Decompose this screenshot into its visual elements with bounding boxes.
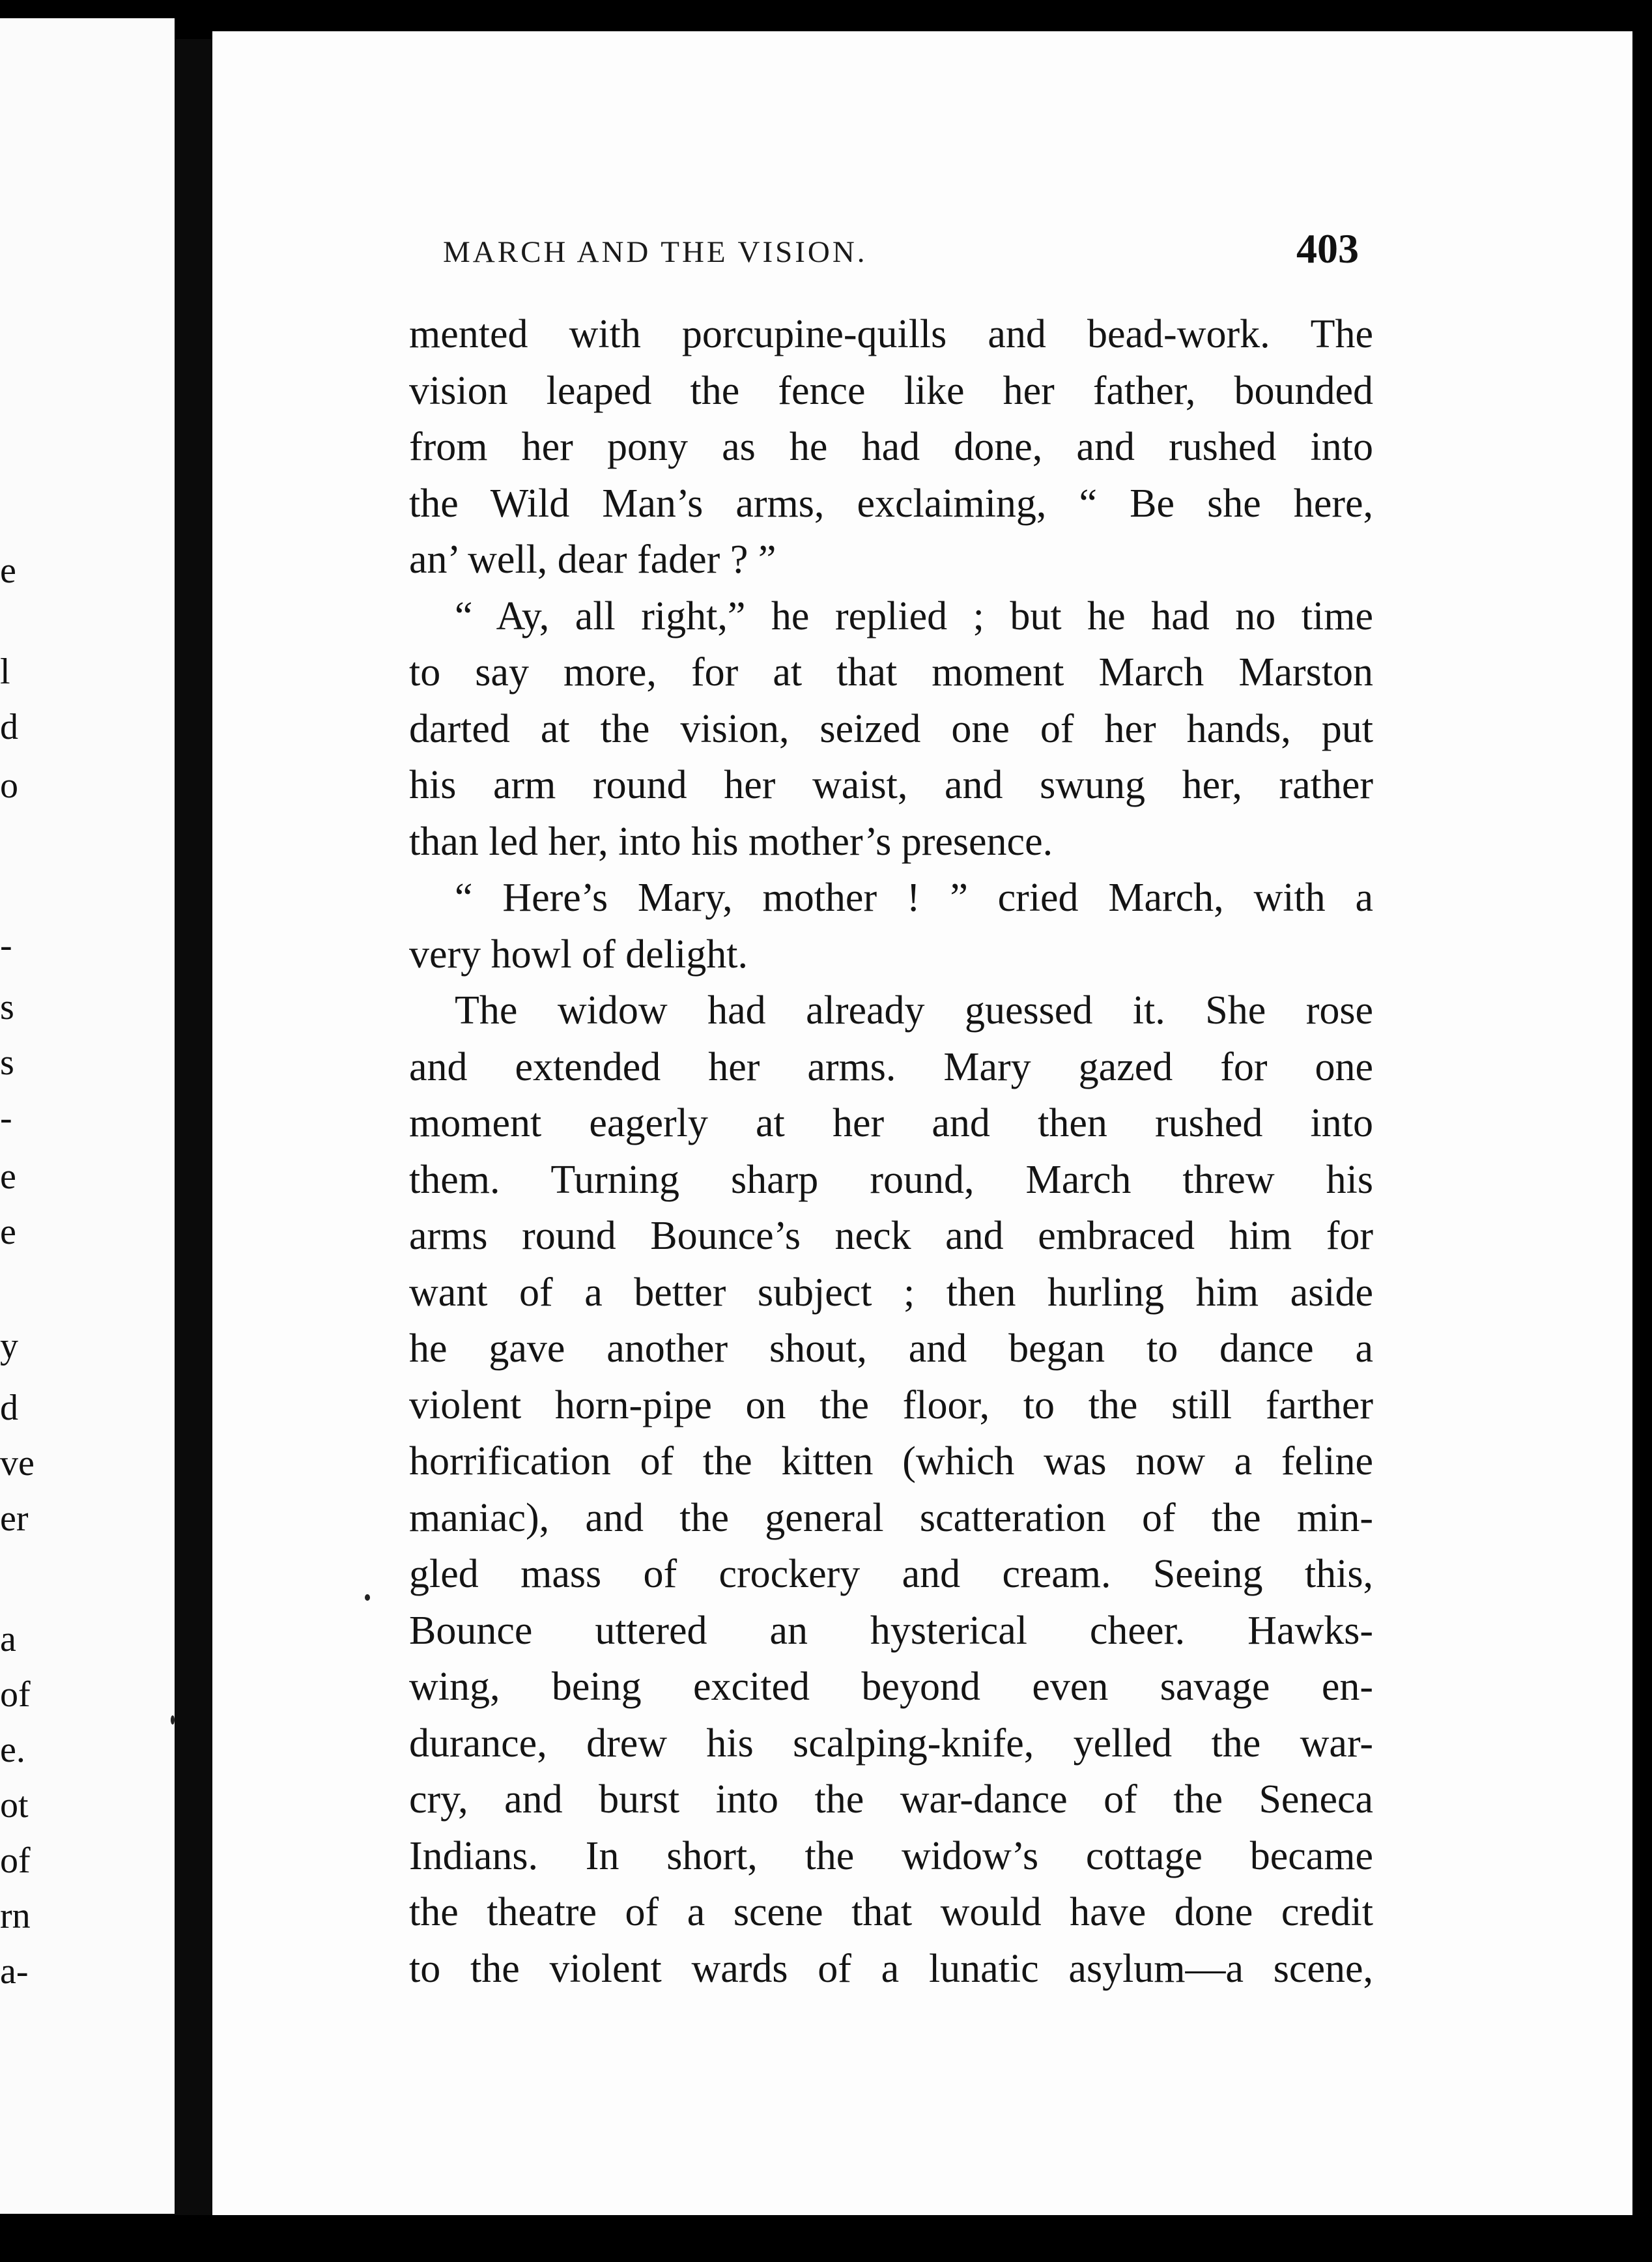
- ink-speck: [171, 1715, 175, 1725]
- text-line: vision leaped the fence like her father, bounded: [409, 368, 1373, 413]
- text-line: an’ well, dear fader ? ”: [409, 537, 776, 582]
- facing-page-text: a-: [0, 1951, 29, 1992]
- facing-page-text: s: [0, 1042, 14, 1083]
- scan-right-border: [1632, 0, 1652, 2262]
- facing-page-text: a: [0, 1619, 16, 1659]
- text-line: want of a better subject ; then hurling him aside: [409, 1270, 1373, 1315]
- text-line: and extended her arms. Mary gazed for one: [409, 1044, 1373, 1089]
- scan-top-border: [0, 0, 1652, 33]
- text-line: the Wild Man’s arms, exclaiming, “ Be she here,: [409, 481, 1373, 526]
- text-line: The widow had already guessed it. She rose: [455, 988, 1373, 1033]
- facing-page-text: e: [0, 551, 16, 591]
- facing-page-text: d: [0, 707, 18, 747]
- facing-page-text: e: [0, 1156, 16, 1197]
- page-number: 403: [1296, 225, 1359, 272]
- facing-page-text: s: [0, 987, 14, 1027]
- text-line: maniac), and the general scatteration of the min-: [409, 1495, 1373, 1540]
- facing-page-text: rn: [0, 1896, 31, 1936]
- facing-page-text: l: [0, 651, 10, 692]
- facing-page-text: ot: [0, 1785, 29, 1825]
- facing-page-text: er: [0, 1498, 29, 1539]
- text-line: them. Turning sharp round, March threw his: [409, 1157, 1373, 1202]
- facing-page-text: of: [0, 1674, 31, 1715]
- text-line: gled mass of crockery and cream. Seeing this,: [409, 1552, 1373, 1596]
- text-line: cry, and burst into the war-dance of the Seneca: [409, 1777, 1373, 1822]
- facing-page-text: e: [0, 1212, 16, 1252]
- text-line: darted at the vision, seized one of her hands, put: [409, 706, 1373, 751]
- facing-page-text: e.: [0, 1730, 25, 1770]
- text-line: mented with porcupine-quills and bead-work. The: [409, 312, 1373, 356]
- text-line: to say more, for at that moment March Marston: [409, 650, 1373, 694]
- text-line: “ Here’s Mary, mother ! ” cried March, with a: [455, 876, 1373, 920]
- text-line: arms round Bounce’s neck and embraced him for: [409, 1214, 1373, 1258]
- facing-page-text: -: [0, 925, 12, 966]
- text-line: to the violent wards of a lunatic asylum—a scene,: [409, 1946, 1373, 1991]
- scan-bottom-border: [0, 2215, 1652, 2262]
- facing-page-text: y: [0, 1326, 18, 1366]
- text-line: very howl of delight.: [409, 932, 748, 977]
- text-line: Indians. In short, the widow’s cottage became: [409, 1833, 1373, 1878]
- page-body: [409, 306, 1373, 1997]
- text-line: horrification of the kitten (which was now a feline: [409, 1439, 1373, 1483]
- text-line: he gave another shout, and began to dance a: [409, 1326, 1373, 1371]
- running-head: MARCH AND THE VISION.: [443, 235, 868, 269]
- text-line: than led her, into his mother’s presence.: [409, 819, 1053, 864]
- text-line: his arm round her waist, and swung her, rather: [409, 763, 1373, 807]
- facing-page-text: -: [0, 1098, 12, 1138]
- facing-page-text: ve: [0, 1443, 35, 1483]
- facing-page-text: of: [0, 1840, 31, 1881]
- ink-speck: [365, 1594, 370, 1601]
- text-line: Bounce uttered an hysterical cheer. Hawks-: [409, 1608, 1373, 1653]
- text-line: from her pony as he had done, and rushed into: [409, 425, 1373, 469]
- facing-page-text: o: [0, 766, 18, 806]
- text-line: the theatre of a scene that would have done credit: [409, 1890, 1373, 1934]
- text-line: wing, being excited beyond even savage en-: [409, 1665, 1373, 1709]
- book-gutter: [175, 39, 212, 2215]
- text-line: durance, drew his scalping-knife, yelled the war-: [409, 1721, 1373, 1766]
- text-line: moment eagerly at her and then rushed into: [409, 1101, 1373, 1145]
- text-line: violent horn-pipe on the floor, to the still farther: [409, 1382, 1373, 1427]
- facing-page-text: d: [0, 1388, 18, 1428]
- facing-page-fragment: [0, 18, 175, 2214]
- text-line: “ Ay, all right,” he replied ; but he had no time: [455, 594, 1373, 638]
